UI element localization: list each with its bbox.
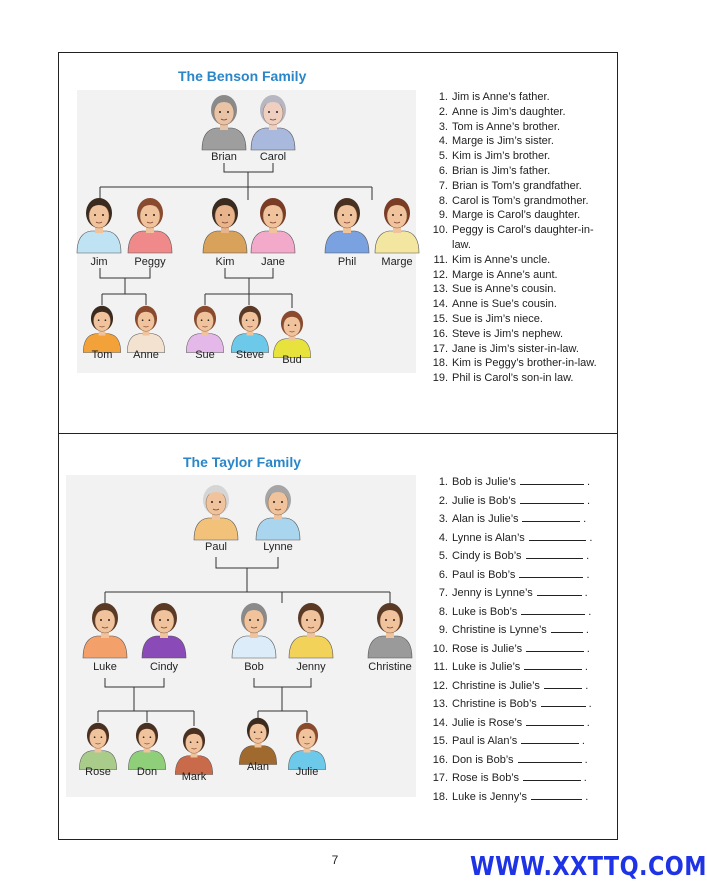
benson-statement <box>432 90 612 105</box>
taylor-paul-portrait <box>194 485 238 540</box>
benson-tom-name: Tom <box>91 348 113 361</box>
taylor-question <box>432 566 612 585</box>
statement-text: Phil is Carol’s son-in law. <box>452 372 574 385</box>
taylor-rose-name: Rose <box>85 765 111 778</box>
benson-statement <box>432 164 612 179</box>
taylor-family-title: The Taylor Family <box>183 454 301 470</box>
benson-statement <box>432 371 612 386</box>
question-number: 7. <box>438 587 448 599</box>
statement-number: 5. <box>438 150 448 163</box>
taylor-don-name: Don <box>136 765 158 778</box>
question-text: Julie is Bob’s <box>452 494 516 507</box>
statement-text: Brian is Tom’s grandfather. <box>452 179 582 192</box>
question-number: 14. <box>432 716 448 729</box>
taylor-luke-name: Luke <box>93 661 117 673</box>
question-text: Paul is Bob’s <box>452 568 516 581</box>
benson-phil-portrait <box>325 198 369 253</box>
benson-jane-name: Jane <box>261 256 285 268</box>
benson-jim-portrait <box>77 198 121 253</box>
taylor-paul-name: Paul <box>204 541 228 553</box>
taylor-cindy-portrait <box>142 603 186 658</box>
question-text: Christine is Lynne’s <box>452 624 547 636</box>
statement-number: 4. <box>438 135 448 148</box>
answer-blank[interactable] <box>519 568 583 578</box>
statement-number: 10. <box>432 224 448 237</box>
benson-steve-portrait <box>231 306 268 353</box>
benson-peggy-name: Peggy <box>134 256 166 268</box>
question-end: . <box>582 790 589 803</box>
answer-blank[interactable] <box>518 753 582 763</box>
statement-number: 12. <box>432 268 448 281</box>
question-number: 6. <box>438 568 448 581</box>
taylor-alan-name: Alan <box>246 760 270 773</box>
question-number: 12. <box>432 679 448 692</box>
benson-jim-name: Jim <box>90 256 108 268</box>
statement-text: Kim is Peggy’s brother-in-law. <box>452 357 597 370</box>
watermark: WWW.XXTTQ.COM <box>470 852 707 882</box>
question-end: . <box>581 587 588 599</box>
statement-number: 9. <box>438 209 448 222</box>
statement-number: 11. <box>433 253 448 266</box>
answer-blank[interactable] <box>526 642 584 652</box>
statement-number: 18. <box>432 357 448 370</box>
rose-don-mark-connector <box>98 687 194 726</box>
statement-text: Marge is Anne’s aunt. <box>452 268 558 281</box>
answer-blank[interactable] <box>526 549 584 559</box>
statement-number: 8. <box>438 194 448 207</box>
taylor-mark-portrait <box>175 728 212 775</box>
question-text: Christine is Julie’s <box>452 679 540 692</box>
taylor-question <box>432 529 612 548</box>
benson-statements-list <box>432 90 612 386</box>
benson-anne-name: Anne <box>133 348 159 361</box>
taylor-christine-portrait <box>368 603 412 658</box>
statement-number: 14. <box>432 298 448 311</box>
question-end: . <box>578 735 585 747</box>
taylor-question <box>432 658 612 677</box>
question-end: . <box>585 698 592 710</box>
question-number: 9. <box>438 624 448 636</box>
taylor-question <box>432 492 612 511</box>
benson-kim-name: Kim <box>215 256 235 268</box>
benson-statement <box>432 253 612 268</box>
benson-statement <box>432 208 612 223</box>
question-end: . <box>582 624 589 636</box>
question-text: Luke is Bob’s <box>452 605 518 618</box>
taylor-question <box>432 640 612 659</box>
taylor-lynne-name: Lynne <box>263 541 293 553</box>
taylor-children-connector <box>105 568 390 603</box>
answer-blank[interactable] <box>529 531 587 541</box>
question-text: Don is Bob’s <box>452 753 514 766</box>
question-number: 1. <box>438 476 448 488</box>
taylor-question <box>432 714 612 733</box>
statement-number: 2. <box>438 105 448 118</box>
taylor-cindy-name: Cindy <box>149 661 179 673</box>
question-text: Luke is Julie’s <box>452 661 521 673</box>
taylor-couple-connector <box>216 557 278 568</box>
question-end: . <box>582 679 589 692</box>
benson-statement <box>432 312 612 327</box>
taylor-question <box>432 473 612 492</box>
answer-blank[interactable] <box>523 771 581 781</box>
statement-number: 7. <box>438 179 448 192</box>
answer-blank[interactable] <box>520 475 584 485</box>
statement-text: Anne is Jim’s daughter. <box>452 105 566 118</box>
taylor-question <box>432 547 612 566</box>
benson-children-connector <box>100 172 372 200</box>
bob-jenny-connector <box>254 678 311 687</box>
statement-text: Kim is Jim’s brother. <box>452 150 551 163</box>
question-number: 5. <box>438 550 448 562</box>
benson-brian-name: Brian <box>211 151 237 163</box>
question-number: 2. <box>438 494 448 507</box>
benson-statement <box>432 149 612 164</box>
question-text: Lynne is Alan’s <box>452 531 525 544</box>
taylor-questions-list <box>432 473 612 806</box>
statement-number: 1. <box>438 91 448 103</box>
taylor-bob-portrait <box>232 603 276 658</box>
statement-text: Kim is Anne’s uncle. <box>452 253 551 266</box>
question-end: . <box>583 550 590 562</box>
taylor-question <box>432 769 612 788</box>
benson-jane-portrait <box>251 198 295 253</box>
benson-carol-portrait <box>251 95 295 150</box>
question-number: 18. <box>432 790 448 803</box>
taylor-question <box>432 621 612 640</box>
tom-anne-connector <box>102 278 146 305</box>
question-text: Jenny is Lynne’s <box>452 587 533 599</box>
question-text: Alan is Julie’s <box>452 513 519 525</box>
benson-kim-portrait <box>203 198 247 253</box>
benson-statement <box>432 120 612 135</box>
benson-statement <box>432 105 612 120</box>
answer-blank[interactable] <box>524 660 582 670</box>
taylor-question <box>432 751 612 770</box>
benson-phil-name: Phil <box>337 256 357 268</box>
benson-family-title: The Benson Family <box>178 68 307 84</box>
statement-text: Sue is Anne’s cousin. <box>452 283 557 296</box>
statement-number: 17. <box>432 342 448 355</box>
taylor-luke-portrait <box>83 603 127 658</box>
benson-statement <box>432 342 612 357</box>
benson-sue-portrait <box>186 306 223 353</box>
benson-carol-name: Carol <box>259 151 287 163</box>
taylor-mark-name: Mark <box>181 770 207 783</box>
taylor-julie-name: Julie <box>295 765 319 778</box>
question-number: 17. <box>432 772 448 784</box>
benson-couple-connector <box>224 163 273 172</box>
taylor-question <box>432 788 612 807</box>
taylor-lynne-portrait <box>256 485 300 540</box>
question-end: . <box>583 568 590 581</box>
taylor-christine-name: Christine <box>368 661 412 673</box>
question-text: Bob is Julie’s <box>452 476 516 488</box>
answer-blank[interactable] <box>551 623 583 633</box>
question-number: 15. <box>432 735 448 747</box>
sue-steve-bud-connector <box>205 278 292 308</box>
answer-blank[interactable] <box>537 586 582 596</box>
benson-anne-portrait <box>127 306 164 353</box>
question-end: . <box>583 642 590 655</box>
benson-statement <box>432 134 612 149</box>
taylor-question <box>432 584 612 603</box>
alan-julie-connector <box>258 687 307 722</box>
answer-blank[interactable] <box>526 716 584 726</box>
question-end: . <box>580 513 587 525</box>
taylor-question <box>432 677 612 696</box>
answer-blank[interactable] <box>521 605 585 615</box>
benson-bud-name: Bud <box>282 353 302 366</box>
kim-jane-connector <box>225 268 273 278</box>
statement-number: 19. <box>432 372 448 385</box>
benson-statement <box>432 282 612 297</box>
statement-text: Jim is Anne’s father. <box>452 91 550 103</box>
question-end: . <box>585 605 592 618</box>
question-number: 4. <box>438 531 448 544</box>
question-number: 11. <box>433 661 448 673</box>
question-text: Christine is Bob’s <box>452 698 537 710</box>
statement-text: Brian is Jim’s father. <box>452 164 551 177</box>
question-number: 10. <box>432 642 448 655</box>
question-text: Paul is Alan’s <box>452 735 518 747</box>
benson-statement <box>432 268 612 283</box>
answer-blank[interactable] <box>520 494 584 504</box>
taylor-question <box>432 732 612 751</box>
taylor-question <box>432 695 612 714</box>
statement-text: Marge is Carol’s daughter. <box>452 209 581 222</box>
statement-text: Carol is Tom’s grandmother. <box>452 194 589 207</box>
question-text: Cindy is Bob’s <box>452 550 522 562</box>
statement-number: 16. <box>432 327 448 340</box>
benson-statement <box>432 356 612 371</box>
benson-marge-portrait <box>375 198 419 253</box>
answer-blank[interactable] <box>521 734 579 744</box>
statement-text: Tom is Anne’s brother. <box>452 120 561 133</box>
statement-number: 6. <box>438 164 448 177</box>
benson-peggy-portrait <box>128 198 172 253</box>
taylor-don-portrait <box>128 723 165 770</box>
question-end: . <box>581 753 588 766</box>
taylor-jenny-name: Jenny <box>296 661 326 673</box>
question-number: 16. <box>432 753 448 766</box>
answer-blank[interactable] <box>541 697 586 707</box>
statement-text: Jane is Jim’s sister-in-law. <box>452 342 579 355</box>
question-end: . <box>580 772 587 784</box>
benson-tom-portrait <box>83 306 120 353</box>
question-text: Rose is Julie’s <box>452 642 523 655</box>
answer-blank[interactable] <box>522 512 580 522</box>
page-number: 7 <box>331 853 339 867</box>
question-end: . <box>583 716 590 729</box>
question-text: Julie is Rose’s <box>452 716 523 729</box>
jim-peggy-connector <box>100 268 150 278</box>
luke-cindy-connector <box>105 678 164 687</box>
benson-statement <box>432 179 612 194</box>
statement-text: Marge is Jim’s sister. <box>452 135 554 148</box>
benson-statement <box>432 223 612 253</box>
benson-sue-name: Sue <box>195 348 215 361</box>
question-text: Rose is Bob’s <box>452 772 520 784</box>
taylor-rose-portrait <box>79 723 116 770</box>
question-end: . <box>586 531 593 544</box>
benson-brian-portrait <box>202 95 246 150</box>
benson-marge-name: Marge <box>381 256 413 268</box>
taylor-bob-name: Bob <box>244 661 264 673</box>
statement-number: 13. <box>432 283 448 296</box>
benson-statement <box>432 327 612 342</box>
question-number: 13. <box>432 698 448 710</box>
question-number: 3. <box>438 513 448 525</box>
question-end: . <box>581 661 588 673</box>
question-number: 8. <box>438 605 448 618</box>
taylor-jenny-portrait <box>289 603 333 658</box>
benson-steve-name: Steve <box>235 348 265 361</box>
taylor-question <box>432 510 612 529</box>
taylor-julie-portrait <box>288 723 325 770</box>
benson-statement <box>432 297 612 312</box>
statement-number: 15. <box>432 312 448 325</box>
statement-number: 3. <box>438 120 448 133</box>
statement-text: Sue is Jim’s niece. <box>452 312 543 325</box>
answer-blank[interactable] <box>531 790 582 800</box>
statement-text: Anne is Sue’s cousin. <box>452 298 557 311</box>
statement-text: Peggy is Carol’s daughter-in-law. <box>452 224 594 251</box>
taylor-alan-portrait <box>239 718 276 765</box>
benson-statement <box>432 194 612 209</box>
answer-blank[interactable] <box>544 679 582 689</box>
taylor-question <box>432 603 612 622</box>
question-end: . <box>584 476 591 488</box>
question-text: Luke is Jenny’s <box>452 790 528 803</box>
statement-text: Steve is Jim’s nephew. <box>452 327 564 340</box>
question-end: . <box>584 494 591 507</box>
